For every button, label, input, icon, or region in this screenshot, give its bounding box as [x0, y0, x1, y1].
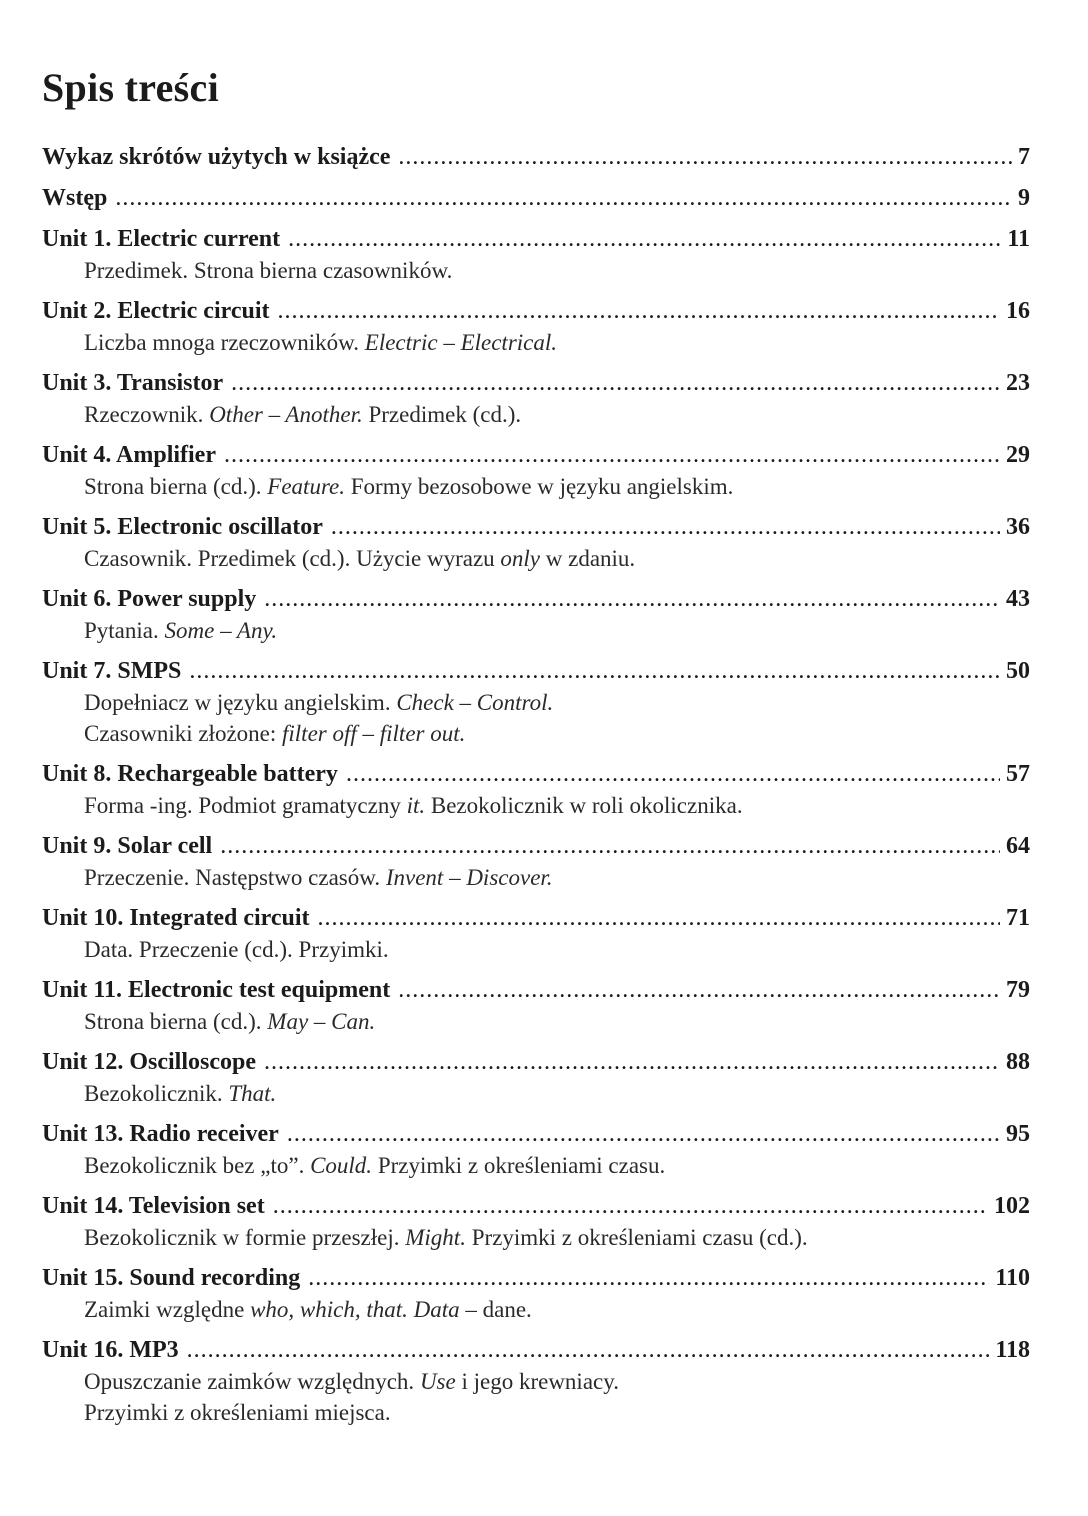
description-term: it. — [406, 793, 426, 818]
entry-description — [42, 934, 1030, 965]
description-term: filter off – filter out. — [282, 721, 466, 746]
toc-entry — [42, 1334, 1030, 1428]
description-text: Strona bierna (cd.). — [84, 1009, 268, 1034]
dot-leader — [308, 1262, 989, 1294]
page-number: 43 — [1006, 586, 1030, 612]
description-text: Dopełniacz w języku angielskim. — [84, 690, 397, 715]
dot-leader — [187, 1334, 990, 1366]
dot-leader — [287, 1118, 1000, 1150]
description-text: Czasownik. Przedimek (cd.). Użycie wyrazu — [84, 546, 501, 571]
dot-leader — [398, 974, 1000, 1006]
toc-entry — [42, 295, 1030, 358]
entry-title: Unit 11. Electronic test equipment — [42, 977, 391, 1003]
description-term: Check – Control. — [396, 690, 554, 715]
toc-entry-heading — [42, 1190, 1030, 1222]
page-number: 9 — [1018, 185, 1030, 211]
toc-entry — [42, 511, 1030, 574]
description-term: Other – Another. — [209, 402, 363, 427]
description-text: Bezokolicznik bez „to”. — [84, 1153, 311, 1178]
toc-entry — [42, 1190, 1030, 1253]
page-number: 71 — [1006, 905, 1030, 931]
entry-title: Wykaz skrótów użytych w książce — [42, 144, 391, 170]
entry-description — [42, 471, 1030, 502]
entry-description — [42, 543, 1030, 574]
toc-entry — [42, 367, 1030, 430]
toc-entry-heading — [42, 182, 1030, 214]
dot-leader — [318, 902, 1000, 934]
toc-entry — [42, 223, 1030, 286]
description-term: Might. — [405, 1225, 466, 1250]
entry-description — [42, 399, 1030, 430]
description-text: – dane. — [459, 1297, 532, 1322]
toc-entry-heading — [42, 223, 1030, 255]
toc-entry-heading — [42, 1046, 1030, 1078]
dot-leader — [231, 367, 1000, 399]
entry-title: Unit 14. Television set — [42, 1193, 265, 1219]
description-text: i jego krewniacy. — [455, 1369, 619, 1394]
page-number: 11 — [1007, 226, 1030, 252]
entry-description — [42, 1150, 1030, 1181]
entry-description — [42, 790, 1030, 821]
dot-leader — [273, 1190, 988, 1222]
entry-title: Unit 5. Electronic oscillator — [42, 514, 323, 540]
toc-entry-heading — [42, 830, 1030, 862]
entry-title: Unit 9. Solar cell — [42, 833, 213, 859]
description-text: Bezokolicznik. — [84, 1081, 229, 1106]
description-term: That. — [228, 1081, 277, 1106]
entry-title: Unit 8. Rechargeable battery — [42, 761, 338, 787]
toc-entry-heading — [42, 583, 1030, 615]
toc-entry-heading — [42, 141, 1030, 173]
dot-leader — [346, 758, 1000, 790]
page-number: 79 — [1006, 977, 1030, 1003]
dot-leader — [288, 223, 1001, 255]
page-number: 95 — [1006, 1121, 1030, 1147]
description-text: Formy bezosobowe w języku angielskim. — [345, 474, 734, 499]
dot-leader — [277, 295, 1000, 327]
toc-entry — [42, 1118, 1030, 1181]
entry-title: Unit 13. Radio receiver — [42, 1121, 279, 1147]
description-term: Could. — [310, 1153, 373, 1178]
toc-entry — [42, 830, 1030, 893]
description-term: who, which, that. Data — [250, 1297, 460, 1322]
page-number: 23 — [1006, 370, 1030, 396]
toc-entry-heading — [42, 439, 1030, 471]
description-text: w zdaniu. — [540, 546, 636, 571]
page-title: Spis treści — [42, 65, 220, 110]
toc-entry-heading — [42, 1262, 1030, 1294]
description-text: Bezokolicznik w roli okolicznika. — [425, 793, 743, 818]
toc-entry-heading — [42, 511, 1030, 543]
page-number: 36 — [1006, 514, 1030, 540]
entry-description — [42, 718, 1030, 749]
description-term: May – Can. — [267, 1009, 376, 1034]
toc-entry-heading — [42, 1334, 1030, 1366]
toc-entry — [42, 1262, 1030, 1325]
entry-description — [42, 1397, 1030, 1428]
dot-leader — [264, 1046, 1000, 1078]
description-text: Przedimek (cd.). — [362, 402, 522, 427]
entry-title: Unit 3. Transistor — [42, 370, 224, 396]
toc-entry — [42, 758, 1030, 821]
entry-title: Unit 16. MP3 — [42, 1337, 179, 1363]
description-text: Czasowniki złożone: — [84, 721, 283, 746]
dot-leader — [189, 655, 1000, 687]
description-term: only — [500, 546, 541, 571]
page-number: 29 — [1006, 442, 1030, 468]
description-term: Some – Any. — [164, 618, 278, 643]
description-term: Use — [419, 1369, 456, 1394]
entry-description — [42, 1078, 1030, 1109]
dot-leader — [224, 439, 1000, 471]
entry-title: Unit 2. Electric circuit — [42, 298, 270, 324]
entry-description — [42, 862, 1030, 893]
dot-leader — [115, 182, 1012, 214]
toc-entry-heading — [42, 758, 1030, 790]
description-text: Liczba mnoga rzeczowników. — [84, 330, 365, 355]
toc-entry — [42, 902, 1030, 965]
toc-entry — [42, 182, 1030, 214]
page-number: 64 — [1006, 833, 1030, 859]
toc-entry-heading — [42, 974, 1030, 1006]
page-number: 57 — [1006, 761, 1030, 787]
entry-description — [42, 687, 1030, 718]
entry-title: Unit 10. Integrated circuit — [42, 905, 310, 931]
entry-title: Unit 6. Power supply — [42, 586, 257, 612]
description-text: Strona bierna (cd.). — [84, 474, 268, 499]
toc-entry — [42, 1046, 1030, 1109]
description-text: Przyimki z określeniami czasu (cd.). — [465, 1225, 808, 1250]
dot-leader — [220, 830, 1000, 862]
page-number: 88 — [1006, 1049, 1030, 1075]
toc-entry — [42, 583, 1030, 646]
page-number: 118 — [995, 1337, 1030, 1363]
dot-leader — [264, 583, 1000, 615]
toc-entry-heading — [42, 367, 1030, 399]
description-text: Przedimek. Strona bierna czasowników. — [84, 258, 453, 283]
toc-entry — [42, 141, 1030, 173]
entry-title: Wstęp — [42, 185, 108, 211]
description-text: Zaimki względne — [84, 1297, 251, 1322]
dot-leader — [398, 141, 1012, 173]
entry-title: Unit 15. Sound recording — [42, 1265, 301, 1291]
description-text: Opuszczanie zaimków względnych. — [84, 1369, 420, 1394]
entry-description — [42, 255, 1030, 286]
page-number: 7 — [1018, 144, 1030, 170]
toc-entry-heading — [42, 1118, 1030, 1150]
entry-description — [42, 1366, 1030, 1397]
entry-title: Unit 7. SMPS — [42, 658, 182, 684]
dot-leader — [331, 511, 1000, 543]
toc-entry — [42, 974, 1030, 1037]
description-text: Forma -ing. Podmiot gramatyczny — [84, 793, 407, 818]
page-number: 102 — [994, 1193, 1030, 1219]
page-number: 16 — [1006, 298, 1030, 324]
page-number: 50 — [1006, 658, 1030, 684]
entry-title: Unit 4. Amplifier — [42, 442, 216, 468]
description-term: Electric – Electrical. — [364, 330, 558, 355]
toc-entry — [42, 655, 1030, 749]
entry-title: Unit 12. Oscilloscope — [42, 1049, 256, 1075]
entry-description — [42, 1006, 1030, 1037]
description-text: Rzeczownik. — [84, 402, 210, 427]
description-text: Pytania. — [84, 618, 165, 643]
toc-entry — [42, 439, 1030, 502]
toc-entry-heading — [42, 902, 1030, 934]
description-text: Data. Przeczenie (cd.). Przyimki. — [84, 937, 389, 962]
entry-description — [42, 615, 1030, 646]
description-term: Feature. — [267, 474, 346, 499]
entry-title: Unit 1. Electric current — [42, 226, 281, 252]
description-term: Invent – Discover. — [385, 865, 553, 890]
toc-entry-heading — [42, 295, 1030, 327]
description-text: Przyimki z określeniami miejsca. — [84, 1400, 391, 1425]
description-text: Przeczenie. Następstwo czasów. — [84, 865, 386, 890]
page-number: 110 — [995, 1265, 1030, 1291]
toc-entry-heading — [42, 655, 1030, 687]
entry-description — [42, 327, 1030, 358]
description-text: Bezokolicznik w formie przeszłej. — [84, 1225, 406, 1250]
description-text: Przyimki z określeniami czasu. — [372, 1153, 666, 1178]
entry-description — [42, 1294, 1030, 1325]
entry-description — [42, 1222, 1030, 1253]
table-of-contents — [42, 141, 1030, 1428]
